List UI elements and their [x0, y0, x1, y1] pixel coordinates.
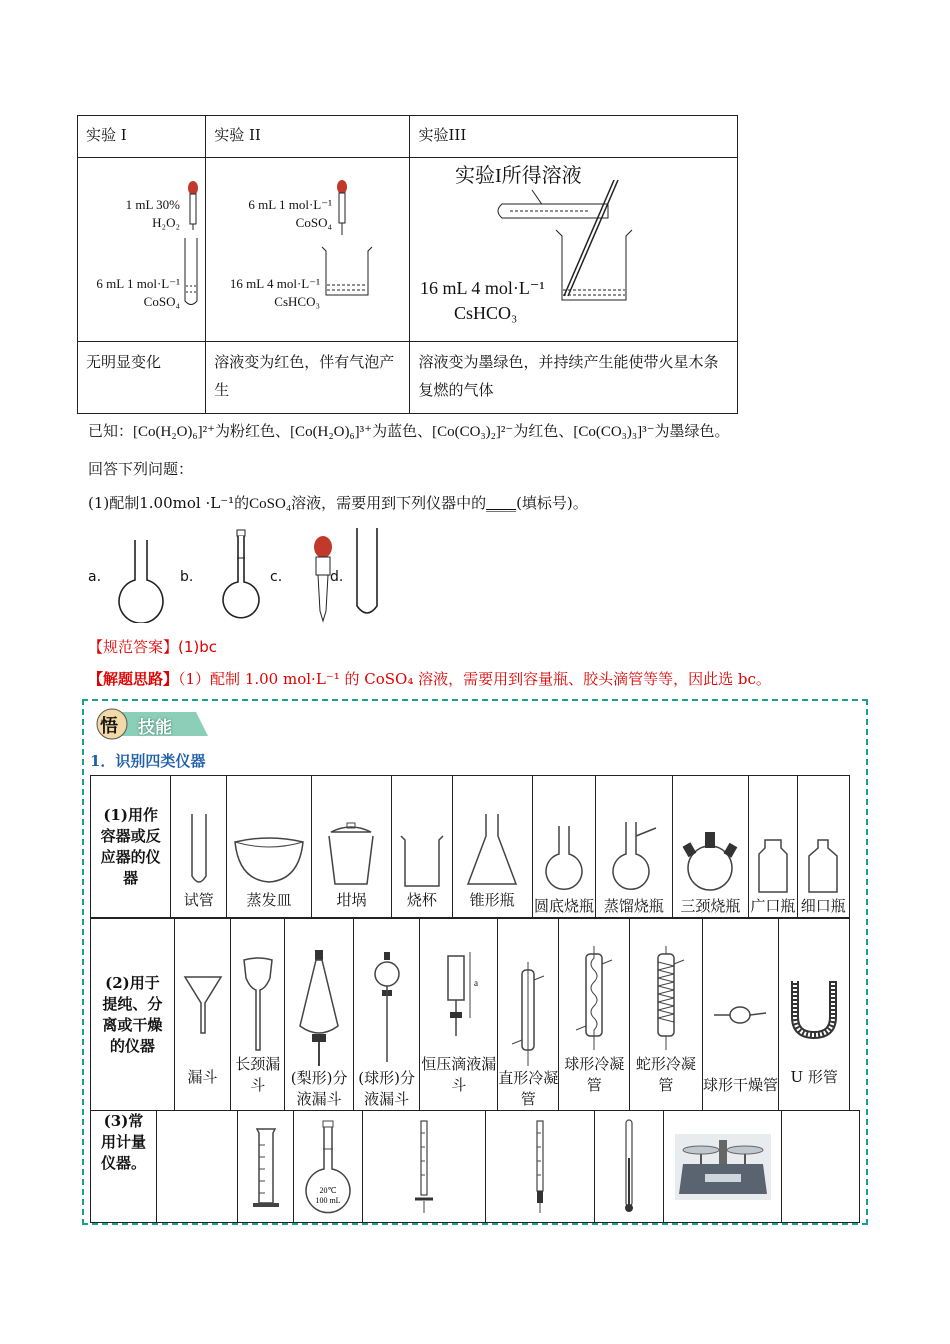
crucible-icon [321, 820, 381, 890]
exp2-bottom-line2: CsHCO₃ [274, 294, 320, 309]
category-1: (1)用作容器或反应器的仪器 [91, 776, 171, 918]
bulb-drying-tube-icon [710, 985, 770, 1045]
inst-globe-separatory-funnel [353, 919, 419, 1111]
option-c: c. [270, 569, 283, 585]
exp3-tube-beaker-icon [490, 178, 640, 308]
globe-separatory-funnel-icon [367, 948, 407, 1068]
exp1-dropper-tube-icon [176, 168, 206, 313]
analysis-tag: 【解题思路】 [88, 670, 179, 688]
inst-evaporating-dish [227, 776, 312, 918]
header-exp3: 实验III [410, 116, 738, 158]
constant-pressure-funnel-icon [434, 942, 484, 1042]
q1-end: (填标号)。 [516, 494, 588, 512]
formula-4: [Co(CO₃)₃]³⁻ [573, 424, 655, 440]
formula-2: [Co(H₂O)₆]³⁺ [290, 424, 373, 440]
exp1-bottom-line1: 6 mL 1 mol·L⁻¹ [96, 276, 180, 291]
round-flask-icon [116, 538, 166, 623]
analysis-text: （1）配制 1.00 mol·L⁻¹ 的 CoSO₄ 溶液，需要用到容量瓶、胶头滴管等等，因此选 bc。 [178, 670, 771, 688]
inst-bulb-condenser [559, 919, 630, 1111]
base-burette-icon [525, 1119, 555, 1215]
result-exp1: 无明显变化 [78, 342, 206, 414]
known-prefix: 已知： [88, 422, 134, 440]
formula-1: [Co(H₂O)₆]²⁺ [133, 424, 216, 440]
inst-funnel [174, 919, 230, 1111]
label-funnel: 漏斗 [187, 1068, 218, 1086]
question-intro: 回答下列问题： [88, 460, 194, 478]
banner-badge: 悟 [100, 716, 118, 737]
label-straight-condenser: 直形冷凝管 [498, 1069, 559, 1108]
result-exp3: 溶液变为墨绿色，并持续产生能使带火星木条复燃的气体 [410, 342, 738, 414]
label-constant-pressure-funnel: 恒压滴液漏斗 [421, 1055, 497, 1094]
inst-graduated-cylinder [238, 1111, 294, 1223]
question-1 [88, 492, 588, 515]
inst-straight-condenser [498, 919, 559, 1111]
exp3-top-label: 实验I所得溶液 [455, 165, 582, 187]
inst-narrow-mouth-bottle [797, 776, 849, 918]
inst-acid-burette [363, 1111, 486, 1223]
wide-mouth-bottle-icon [755, 836, 791, 896]
flask-volume-label: 100 mL [315, 1195, 341, 1205]
label-wide-mouth-bottle: 广口瓶 [750, 897, 796, 915]
funnel-mark-a: a [473, 978, 478, 988]
funnel-icon [181, 957, 225, 1037]
conical-flask-icon [462, 810, 522, 890]
label-conical-flask: 锥形瓶 [469, 891, 515, 909]
inst-thermometer [595, 1111, 664, 1223]
exp2-top-reagent [232, 196, 332, 232]
inst-crucible [311, 776, 391, 918]
q1-blank: ____ [486, 494, 517, 512]
exp3-bottom-line1: 16 mL 4 mol·L⁻¹ [420, 278, 545, 298]
header-exp2: 实验 II [206, 116, 410, 158]
test-tube-icon [184, 810, 214, 890]
banner-title: 技能 [138, 718, 172, 738]
u-tube-icon [787, 977, 841, 1041]
inst-u-tube [779, 919, 850, 1111]
color-4: 为墨绿色。 [654, 422, 730, 440]
q1-solute: CoSO₄ [249, 496, 292, 512]
inst-round-bottom-flask [532, 776, 595, 918]
category-2: (2)用于提纯、分离或干燥的仪器 [91, 919, 175, 1111]
acid-burette-icon [409, 1119, 439, 1215]
section-title: 1．识别四类仪器 [90, 752, 206, 770]
distilling-flask-icon [604, 820, 664, 896]
three-neck-flask-icon [677, 826, 743, 896]
label-narrow-mouth-bottle: 细口瓶 [800, 897, 846, 915]
exp1-bottom-line2: CoSO₄ [143, 294, 180, 309]
exp2-top-line1: 6 mL 1 mol·L⁻¹ [248, 197, 332, 212]
inst-long-neck-funnel [231, 919, 285, 1111]
exp2-bottom-line1: 16 mL 4 mol·L⁻¹ [229, 276, 320, 291]
exp1-top-reagent [100, 196, 180, 232]
exp1-bottom-reagent [82, 275, 180, 311]
label-globe-separatory-funnel: (球形)分液漏斗 [358, 1069, 415, 1108]
narrow-mouth-bottle-icon [805, 836, 841, 896]
label-u-tube: U 形管 [790, 1068, 838, 1086]
label-beaker: 烧杯 [406, 891, 437, 909]
label-coil-condenser: 蛇形冷凝管 [635, 1055, 696, 1094]
inst-constant-pressure-funnel [420, 919, 498, 1111]
category-3: (3)常用计量仪器。 [91, 1111, 157, 1223]
container-instruments-table [90, 775, 850, 918]
color-2: 为蓝色、 [372, 422, 433, 440]
inst-volumetric-flask [294, 1111, 363, 1223]
result-exp2: 溶液变为红色，伴有气泡产生 [206, 342, 410, 414]
long-neck-funnel-icon [238, 944, 278, 1054]
pear-separatory-funnel-icon [294, 948, 344, 1068]
balance-icon [675, 1134, 771, 1200]
graduated-cylinder-icon [251, 1125, 281, 1209]
label-bulb-drying-tube: 球形干燥管 [702, 1076, 778, 1094]
label-round-bottom-flask: 圆底烧瓶 [533, 897, 594, 915]
measuring-instruments-table [90, 1110, 860, 1223]
inst-pear-separatory-funnel [285, 919, 354, 1111]
straight-condenser-icon [508, 960, 548, 1068]
bulb-condenser-icon [572, 944, 616, 1054]
volumetric-flask-icon [216, 528, 266, 623]
inst-conical-flask [452, 776, 532, 918]
thermometer-icon [619, 1118, 639, 1216]
label-pear-separatory-funnel: (梨形)分液漏斗 [290, 1069, 348, 1108]
coil-condenser-icon [644, 944, 688, 1054]
analysis-line [88, 668, 771, 690]
known-line [88, 420, 730, 443]
test-tube-icon [352, 526, 382, 621]
exp2-bottom-reagent [206, 275, 320, 311]
label-three-neck-flask: 三颈烧瓶 [680, 897, 741, 915]
inst-base-burette [486, 1111, 595, 1223]
inst-bulb-drying-tube [702, 919, 779, 1111]
option-a: a. [88, 569, 102, 585]
exp2-top-line2: CoSO₄ [295, 215, 332, 230]
empty-cell [157, 1111, 238, 1223]
answer-tag: 【规范答案】 [88, 638, 179, 656]
label-test-tube: 试管 [183, 891, 214, 909]
answer-line [88, 636, 217, 658]
exp2-beaker-dropper-icon [318, 175, 378, 305]
inst-distilling-flask [596, 776, 672, 918]
label-evaporating-dish: 蒸发皿 [246, 891, 292, 909]
inst-wide-mouth-bottle [749, 776, 797, 918]
formula-3: [Co(CO₃)₂]²⁻ [432, 424, 514, 440]
skill-banner [92, 706, 212, 740]
q1-prefix: (1)配制1.00mol ·L⁻¹的 [88, 494, 250, 512]
label-crucible: 坩埚 [336, 891, 367, 909]
inst-test-tube [171, 776, 227, 918]
option-d: d. [330, 569, 344, 585]
inst-beaker [392, 776, 453, 918]
exp3-bottom-line2: CsHCO₃ [454, 303, 518, 323]
inst-balance [664, 1111, 782, 1223]
exp1-top-line1: 1 mL 30% [125, 197, 180, 212]
round-bottom-flask-icon [539, 822, 589, 896]
option-b: b. [180, 569, 194, 585]
beaker-icon [397, 830, 447, 890]
inst-coil-condenser [630, 919, 703, 1111]
color-1: 为粉红色、 [215, 422, 291, 440]
label-bulb-condenser: 球形冷凝管 [564, 1055, 625, 1094]
evaporating-dish-icon [231, 830, 307, 890]
flask-temp-label: 20℃ [319, 1185, 337, 1195]
q1-suffix: 溶液，需要用到下列仪器中的 [291, 494, 487, 512]
volumetric-flask-icon [300, 1119, 356, 1215]
header-exp1: 实验 I [78, 116, 206, 158]
inst-three-neck-flask [672, 776, 749, 918]
label-long-neck-funnel: 长颈漏斗 [235, 1055, 281, 1094]
answer-text: (1)bc [178, 638, 218, 656]
separation-instruments-table [90, 918, 850, 1111]
empty-cell-end [782, 1111, 860, 1223]
color-3: 为红色、 [513, 422, 574, 440]
label-distilling-flask: 蒸馏烧瓶 [603, 897, 664, 915]
exp1-top-line2: H₂O₂ [152, 215, 180, 230]
